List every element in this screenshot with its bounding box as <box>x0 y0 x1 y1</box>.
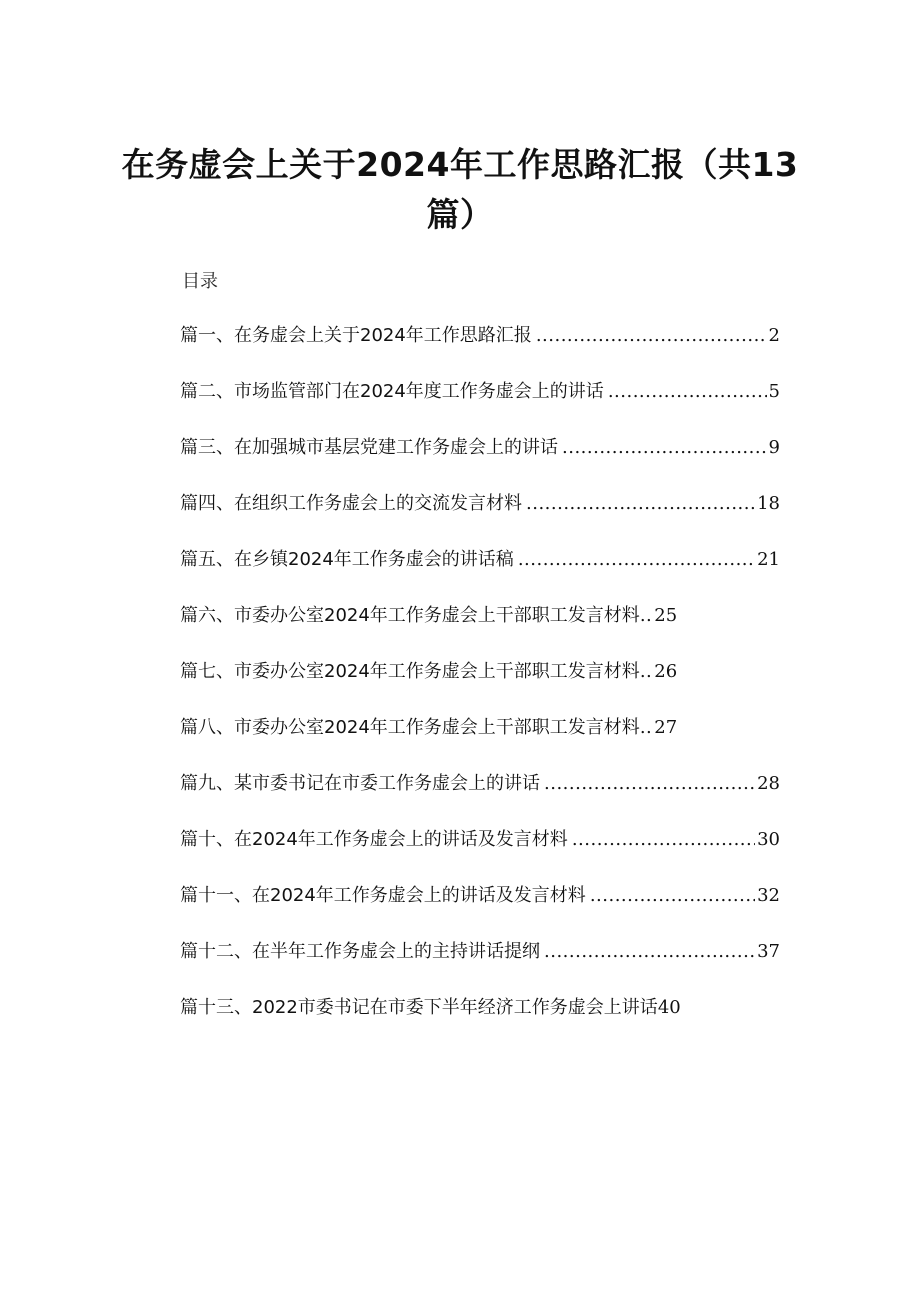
toc-heading: 目录 <box>182 271 218 292</box>
toc-entry-page: 18 <box>757 493 780 514</box>
toc-entry[interactable] <box>180 883 780 939</box>
toc-entry-page: 40 <box>657 997 681 1018</box>
toc-entry-label: 篇一、在务虚会上关于2024年工作思路汇报 <box>180 325 532 346</box>
toc-entry-page: 5 <box>768 381 780 402</box>
toc-dot-leader <box>526 491 755 517</box>
toc-entry[interactable] <box>180 659 780 715</box>
toc-entry[interactable] <box>180 715 780 771</box>
toc-entry-label: 篇九、某市委书记在市委工作务虚会上的讲话 <box>180 773 540 794</box>
toc-entry[interactable] <box>180 323 780 379</box>
toc-dot-leader <box>640 715 652 741</box>
toc-dot-leader <box>544 771 755 797</box>
toc-dot-leader <box>544 939 755 965</box>
toc-dot-leader <box>518 547 755 573</box>
toc-entry[interactable] <box>180 939 780 995</box>
toc-entry[interactable] <box>180 827 780 883</box>
toc-entry[interactable] <box>180 379 780 435</box>
toc-entry[interactable] <box>180 491 780 547</box>
toc-entry-label: 篇六、市委办公室2024年工作务虚会上干部职工发言材料 <box>180 605 640 626</box>
toc-entry-page: 30 <box>757 829 780 850</box>
toc-dot-leader <box>640 603 652 629</box>
toc-dot-leader <box>536 323 767 349</box>
table-of-contents <box>180 323 780 1051</box>
toc-entry[interactable] <box>180 771 780 827</box>
toc-entry-label: 篇十一、在2024年工作务虚会上的讲话及发言材料 <box>180 885 586 906</box>
toc-dot-leader <box>640 659 652 685</box>
toc-entry-label: 篇七、市委办公室2024年工作务虚会上干部职工发言材料 <box>180 661 640 682</box>
toc-dot-leader <box>572 827 755 853</box>
toc-entry-label: 篇十三、2022市委书记在市委下半年经济工作务虚会上讲话 <box>180 997 658 1018</box>
toc-entry-page: 32 <box>757 885 780 906</box>
toc-entry[interactable] <box>180 547 780 603</box>
toc-entry[interactable] <box>180 435 780 491</box>
toc-entry-page: 25 <box>654 605 678 626</box>
toc-entry-label: 篇三、在加强城市基层党建工作务虚会上的讲话 <box>180 437 558 458</box>
toc-entry[interactable] <box>180 995 780 1051</box>
toc-dot-leader <box>608 379 767 405</box>
toc-entry-page: 28 <box>757 773 780 794</box>
toc-entry[interactable] <box>180 603 780 659</box>
toc-dot-leader <box>590 883 755 909</box>
toc-entry-page: 21 <box>757 549 780 570</box>
toc-dot-leader <box>562 435 767 461</box>
toc-entry-label: 篇十、在2024年工作务虚会上的讲话及发言材料 <box>180 829 568 850</box>
toc-entry-label: 篇八、市委办公室2024年工作务虚会上干部职工发言材料 <box>180 717 640 738</box>
toc-entry-page: 27 <box>654 717 678 738</box>
toc-entry-label: 篇二、市场监管部门在2024年度工作务虚会上的讲话 <box>180 381 604 402</box>
toc-entry-label: 篇四、在组织工作务虚会上的交流发言材料 <box>180 493 522 514</box>
toc-entry-page: 2 <box>768 325 780 346</box>
toc-entry-page: 37 <box>757 941 780 962</box>
toc-entry-label: 篇十二、在半年工作务虚会上的主持讲话提纲 <box>180 941 540 962</box>
toc-entry-page: 26 <box>654 661 678 682</box>
toc-entry-page: 9 <box>768 437 780 458</box>
toc-entry-label: 篇五、在乡镇2024年工作务虚会的讲话稿 <box>180 549 514 570</box>
document-title: 在务虚会上关于2024年工作思路汇报（共13篇） <box>121 145 799 234</box>
